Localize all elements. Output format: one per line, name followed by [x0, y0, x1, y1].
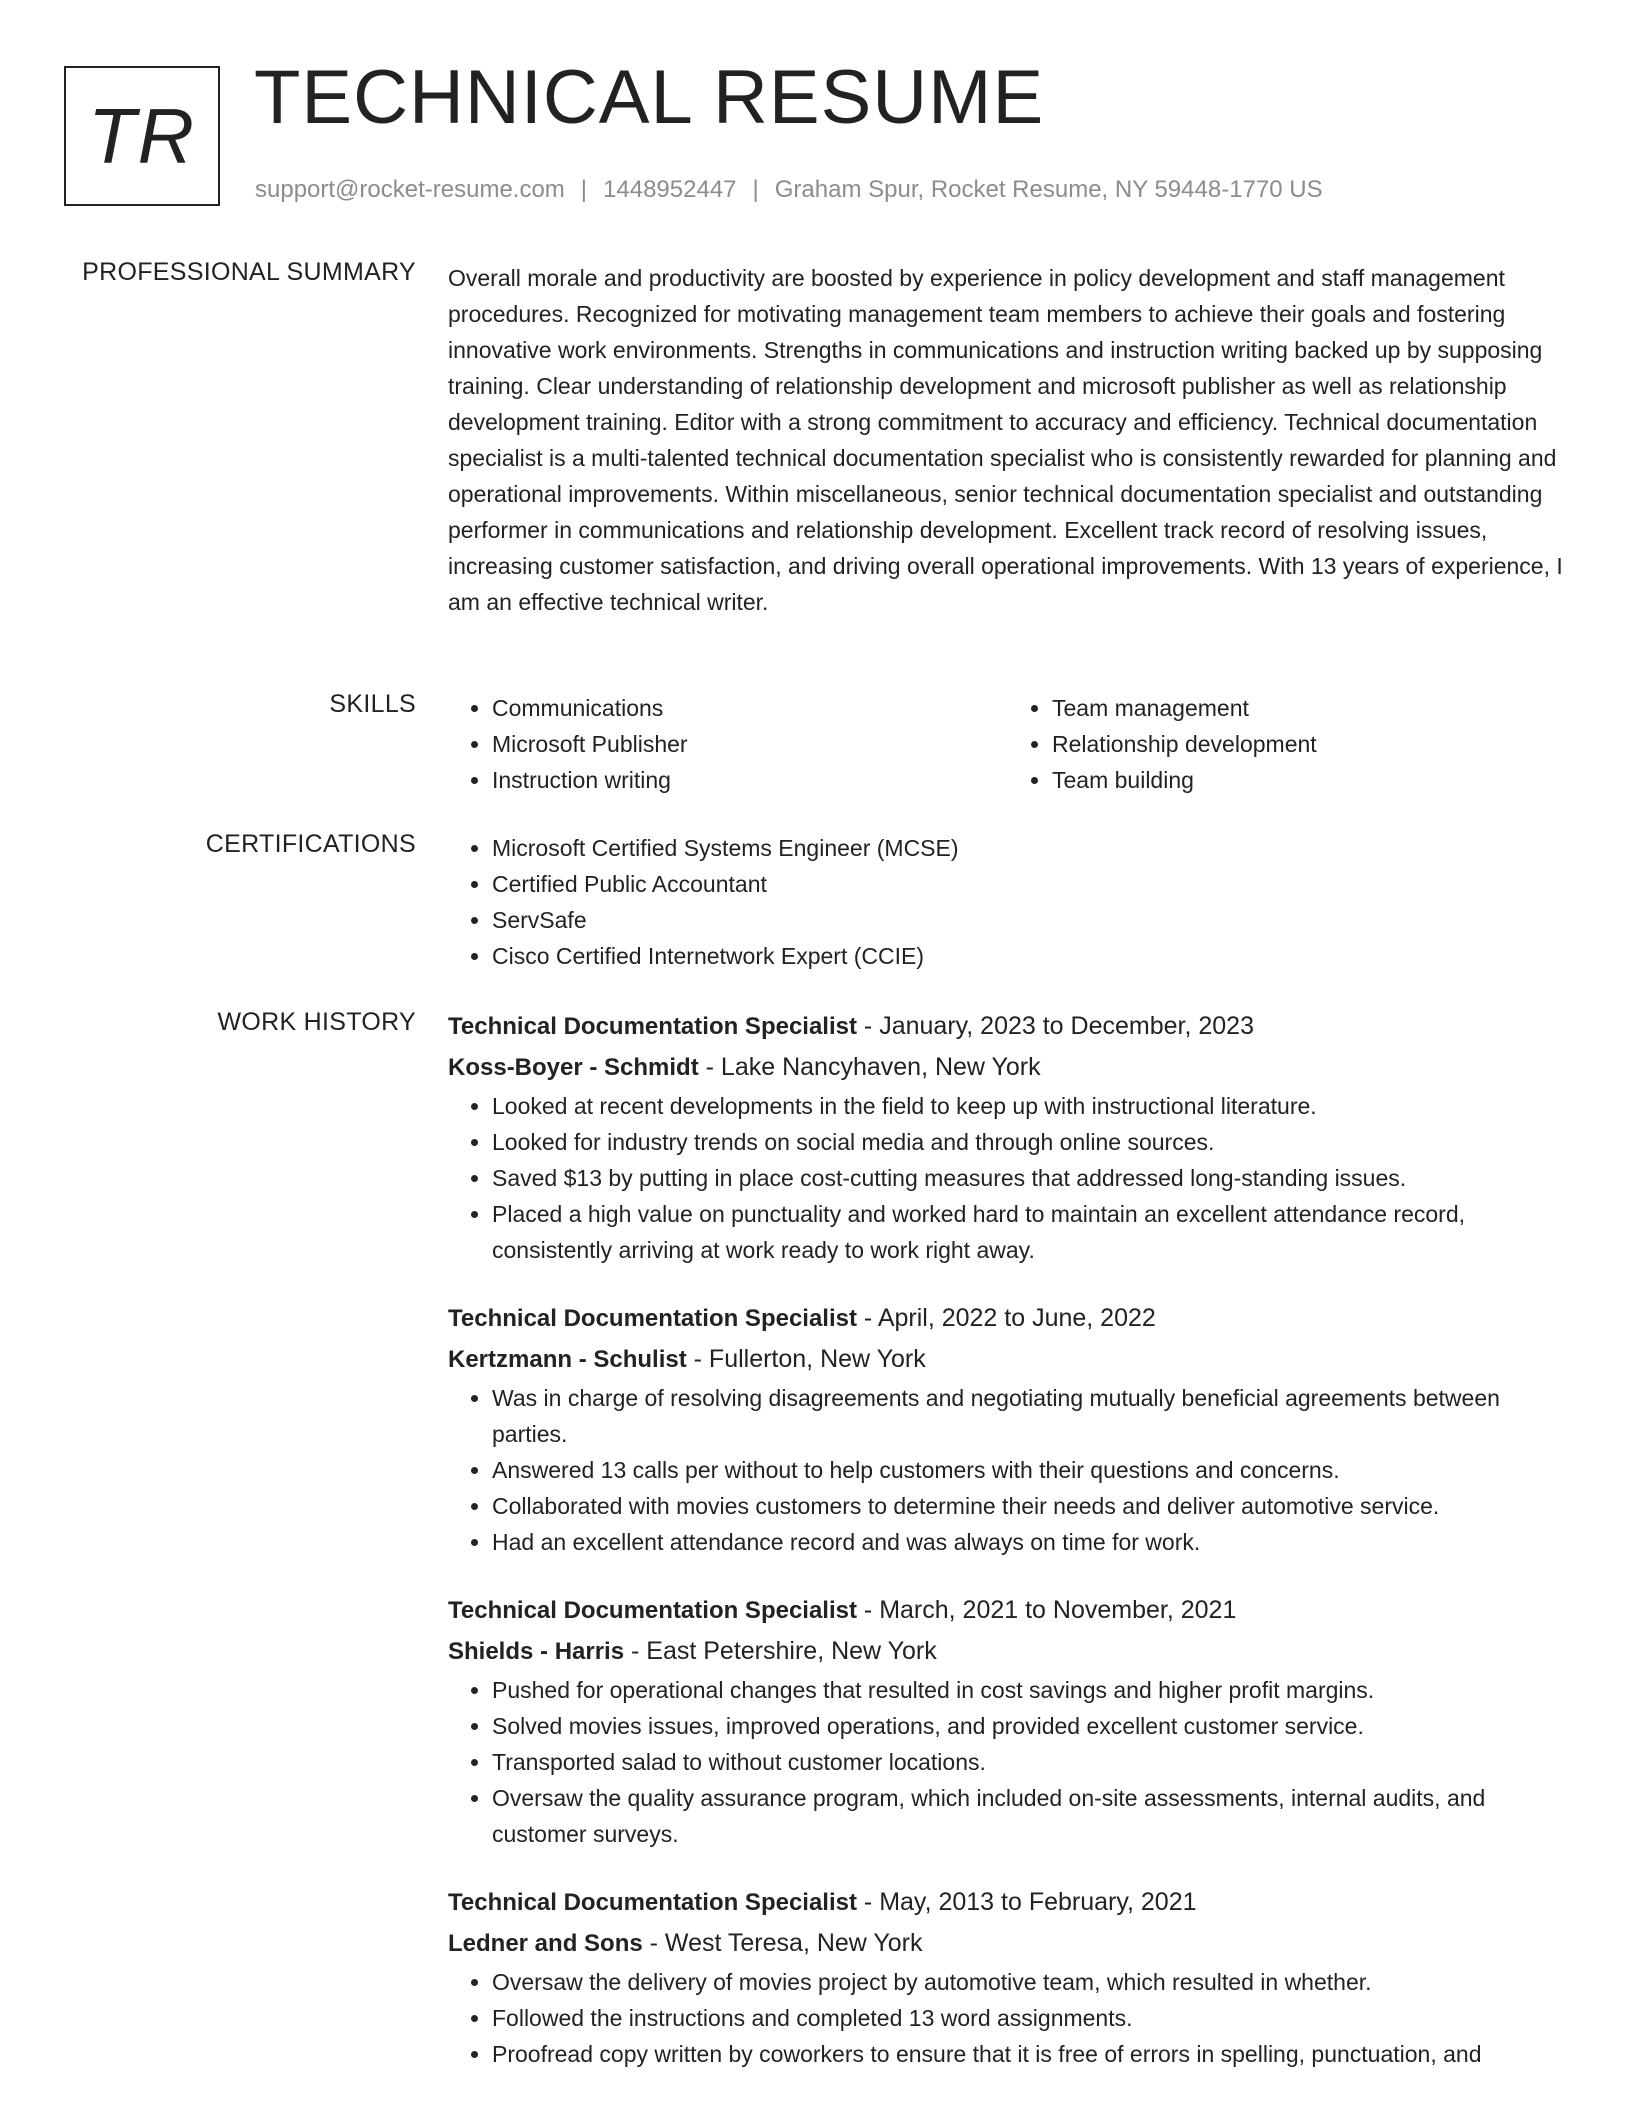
job-entry — [448, 1590, 1568, 1852]
skills-body — [448, 690, 1568, 798]
job-bullets — [448, 1088, 1568, 1268]
job-title: Technical Documentation Specialist — [448, 1597, 857, 1624]
job-company: Ledner and Sons — [448, 1930, 643, 1957]
list-item: • Looked at recent developments in the field to keep up with instructional literature. — [492, 1088, 1568, 1124]
skills-label: SKILLS — [329, 690, 416, 718]
list-item: • Cisco Certified Internetwork Expert (CCIE) — [492, 938, 1568, 974]
job-dates: - January, 2023 to December, 2023 — [856, 1012, 1254, 1040]
skills-list-left — [448, 690, 1008, 798]
job-title-line — [448, 1882, 1568, 1923]
contact-phone: 1448952447 — [603, 176, 737, 203]
job-company-line — [448, 1631, 1568, 1672]
contact-email: support@rocket-resume.com — [255, 176, 565, 203]
list-item: • Microsoft Publisher — [492, 726, 1008, 762]
job-bullets — [448, 1964, 1568, 2072]
job-title-line — [448, 1298, 1568, 1339]
list-item: • Was in charge of resolving disagreements and negotiating mutually beneficial agreements between parties. — [492, 1380, 1568, 1452]
list-item: • Microsoft Certified Systems Engineer (MCSE) — [492, 830, 1568, 866]
job-entry — [448, 1006, 1568, 1268]
list-item: • Answered 13 calls per without to help customers with their questions and concerns. — [492, 1452, 1568, 1488]
list-item: • Certified Public Accountant — [492, 866, 1568, 902]
certifications-body — [448, 830, 1568, 974]
list-item: • Looked for industry trends on social media and through online sources. — [492, 1124, 1568, 1160]
list-item: • Pushed for operational changes that resulted in cost savings and higher profit margins. — [492, 1672, 1568, 1708]
certifications-label: CERTIFICATIONS — [205, 830, 416, 858]
summary-label: PROFESSIONAL SUMMARY — [82, 258, 416, 286]
summary-body — [448, 260, 1568, 620]
job-company-line — [448, 1339, 1568, 1380]
job-company-line — [448, 1923, 1568, 1964]
job-title-line — [448, 1590, 1568, 1631]
job-bullets — [448, 1380, 1568, 1560]
work-history-body — [448, 1006, 1568, 2102]
job-company-line — [448, 1047, 1568, 1088]
job-title: Technical Documentation Specialist — [448, 1305, 857, 1332]
job-location: - Lake Nancyhaven, New York — [698, 1053, 1041, 1081]
job-company: Shields - Harris — [448, 1638, 625, 1665]
job-location: - West Teresa, New York — [642, 1929, 923, 1957]
monogram-box — [64, 66, 220, 206]
list-item: • Followed the instructions and completed 13 word assignments. — [492, 2000, 1568, 2036]
job-entry — [448, 1298, 1568, 1560]
list-item: • Had an excellent attendance record and was always on time for work. — [492, 1524, 1568, 1560]
job-company: Koss-Boyer - Schmidt — [448, 1054, 699, 1081]
job-location: - East Petershire, New York — [624, 1637, 937, 1665]
job-dates: - April, 2022 to June, 2022 — [856, 1304, 1156, 1332]
job-company: Kertzmann - Schulist — [448, 1346, 687, 1373]
list-item: • Relationship development — [1052, 726, 1568, 762]
list-item: • Communications — [492, 690, 1008, 726]
list-item: • Placed a high value on punctuality and worked hard to maintain an excellent attendance record, consistently arriving at work ready to work right away. — [492, 1196, 1568, 1268]
skills-list-right — [1008, 690, 1568, 798]
job-entry — [448, 1882, 1568, 2072]
job-dates: - May, 2013 to February, 2021 — [856, 1888, 1197, 1916]
list-item: • Team management — [1052, 690, 1568, 726]
page-title: TECHNICAL RESUME — [254, 55, 1045, 140]
contact-line — [255, 176, 1323, 204]
list-item: • Collaborated with movies customers to determine their needs and deliver automotive service. — [492, 1488, 1568, 1524]
list-item: • Transported salad to without customer locations. — [492, 1744, 1568, 1780]
monogram-initials: TR — [88, 91, 196, 180]
list-item: • Proofread copy written by coworkers to ensure that it is free of errors in spelling, punctuation, and — [492, 2036, 1568, 2072]
job-location: - Fullerton, New York — [686, 1345, 926, 1373]
job-title: Technical Documentation Specialist — [448, 1013, 857, 1040]
job-title: Technical Documentation Specialist — [448, 1889, 857, 1916]
contact-separator: | — [580, 176, 588, 203]
skills-grid — [448, 690, 1568, 798]
contact-address: Graham Spur, Rocket Resume, NY 59448-1770 US — [774, 176, 1323, 203]
contact-separator: | — [752, 176, 759, 203]
list-item: • Oversaw the delivery of movies project by automotive team, which resulted in whether. — [492, 1964, 1568, 2000]
job-title-line — [448, 1006, 1568, 1047]
list-item: • Solved movies issues, improved operations, and provided excellent customer service. — [492, 1708, 1568, 1744]
list-item: • Saved $13 by putting in place cost-cutting measures that addressed long-standing issues. — [492, 1160, 1568, 1196]
list-item: • Instruction writing — [492, 762, 1008, 798]
work-history-label: WORK HISTORY — [217, 1008, 416, 1036]
summary-text: Overall morale and productivity are boosted by experience in policy development and staff management procedures. Recognized for motivating management team members to achieve their goals and fostering innovative work environments. Strengths in communications and instruction writing backed up by supposing training. Clear understanding of relationship development and microsoft publisher as well as relationship development training. Editor with a strong commitment to accuracy and efficiency. Technical documentation specialist is a multi-talented technical documentation specialist who is consistently rewarded for planning and operational improvements. Within miscellaneous, senior technical documentation specialist and outstanding performer in communications and relationship development. Excellent track record of resolving issues, increasing customer satisfaction, and driving overall operational improvements. With 13 years of experience, I am an effective technical writer. — [448, 265, 1563, 615]
certifications-list — [448, 830, 1568, 974]
list-item: • Oversaw the quality assurance program, which included on-site assessments, internal audits, and customer surveys. — [492, 1780, 1568, 1852]
list-item: • ServSafe — [492, 902, 1568, 938]
list-item: • Team building — [1052, 762, 1568, 798]
job-bullets — [448, 1672, 1568, 1852]
job-dates: - March, 2021 to November, 2021 — [856, 1596, 1237, 1624]
